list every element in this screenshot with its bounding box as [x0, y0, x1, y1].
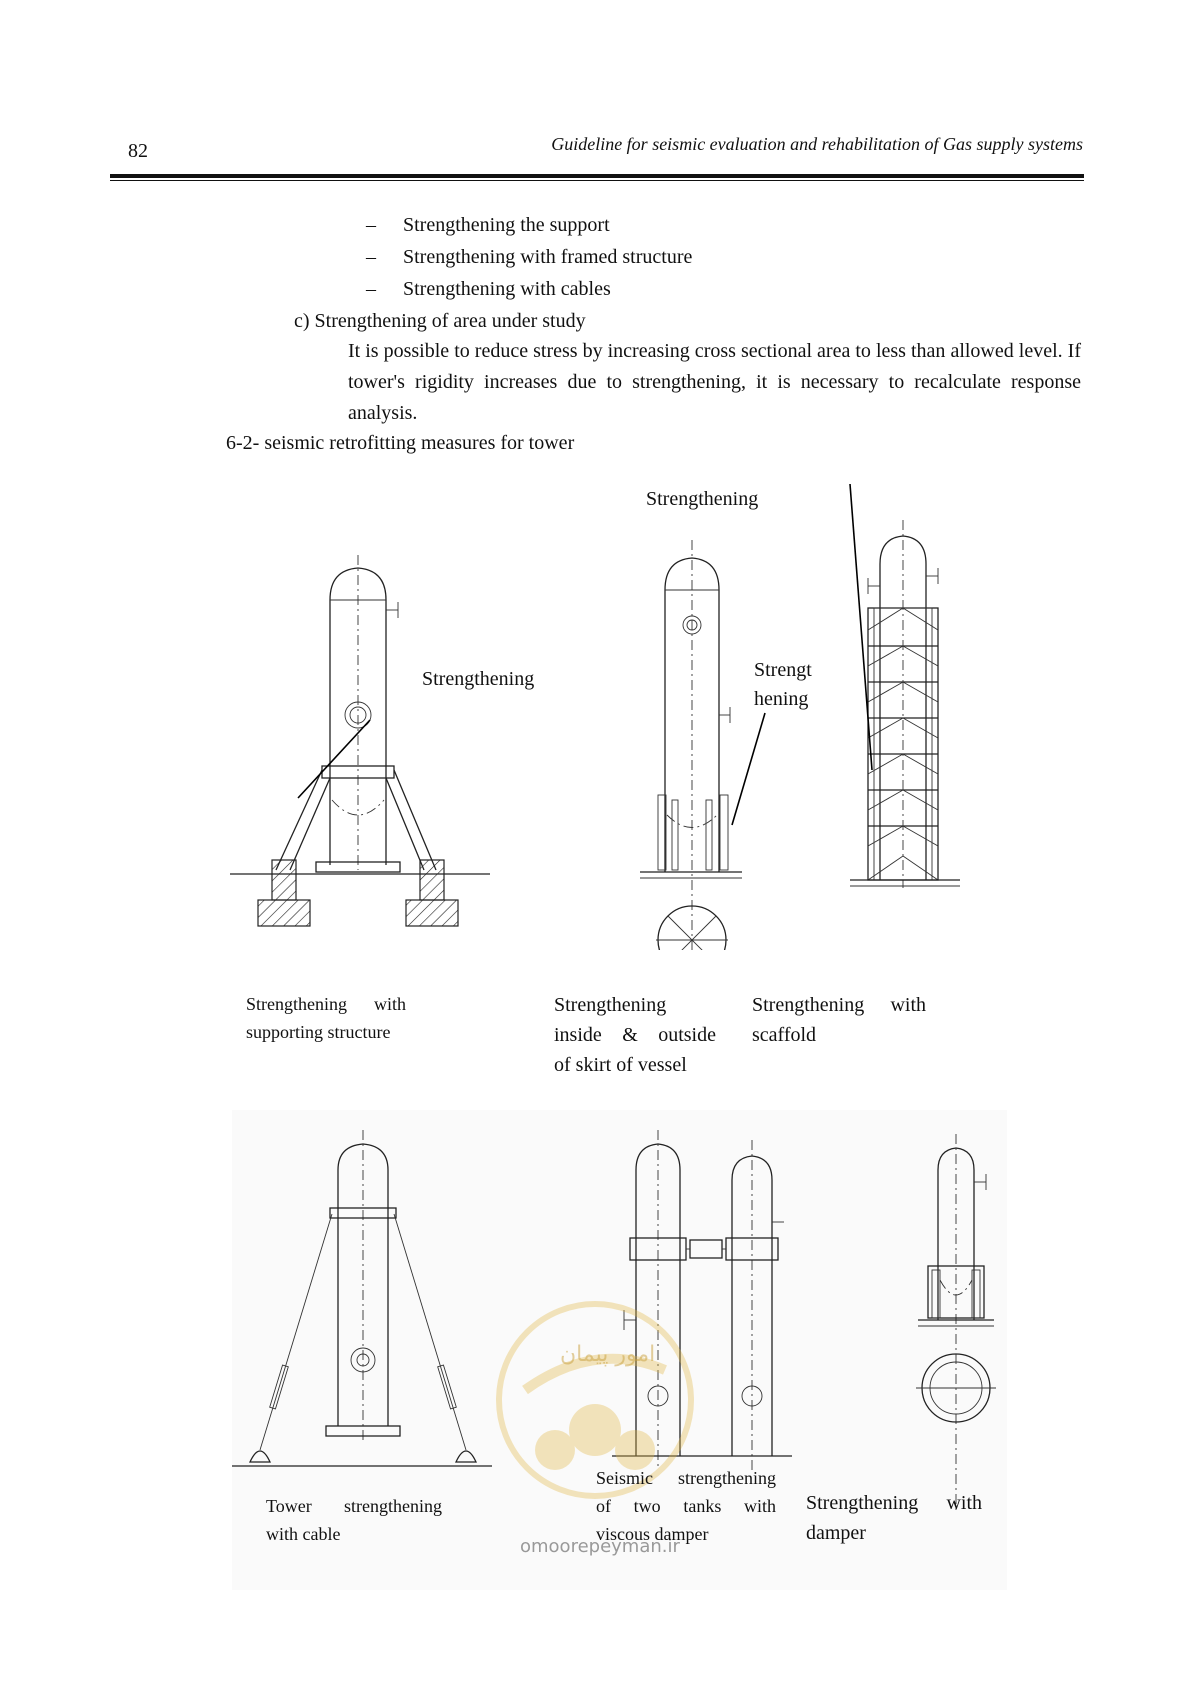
watermark-site: omoorepeyman.ir — [520, 1536, 680, 1557]
caption-line: with cable — [266, 1524, 341, 1544]
caption-line: inside & outside — [554, 1024, 716, 1046]
callout-label: Strengthening — [646, 488, 759, 510]
bullet-text: Strengthening with framed structure — [403, 246, 693, 268]
caption-line: Strengthening with — [246, 994, 406, 1014]
bullet-marker: – — [366, 246, 376, 268]
figure-caption — [246, 1018, 390, 1046]
bullet-marker: – — [366, 214, 376, 236]
bullet-text: Strengthening the support — [403, 214, 610, 236]
running-title: Guideline for seismic evaluation and rehabilitation of Gas supply systems — [551, 134, 1083, 154]
figure-caption — [554, 990, 716, 1080]
figure-caption — [806, 1488, 982, 1548]
bullet-marker: – — [366, 278, 376, 300]
caption-line: of two tanks with — [596, 1496, 776, 1516]
callout-label: Strengthening — [422, 668, 535, 690]
scaffold-strengthening-drawing — [850, 484, 960, 888]
tower-supporting-structure-drawing — [230, 555, 490, 926]
figure-caption — [752, 990, 926, 1050]
caption-line: Strengthening with — [806, 1492, 982, 1514]
caption-line: Strengthening with — [752, 994, 926, 1016]
watermark-logo-text: امور پیمان — [560, 1342, 656, 1367]
caption-line: supporting structure — [246, 1022, 391, 1042]
callout-label — [754, 656, 812, 714]
top-figure-drawing — [220, 480, 1000, 950]
figure-caption — [596, 1464, 776, 1548]
section-heading: 6-2- seismic retrofitting measures for tower — [226, 432, 575, 454]
caption-line: Strengthening — [554, 994, 667, 1016]
page-number: 82 — [128, 140, 148, 162]
subsection-heading: c) Strengthening of area under study — [294, 310, 586, 332]
caption-line: of skirt of vessel — [554, 1054, 687, 1076]
bullet-item — [366, 278, 611, 301]
caption-line: Tower strengthening — [266, 1496, 442, 1516]
caption-line: damper — [806, 1522, 866, 1544]
body-paragraph: It is possible to reduce stress by increasing cross sectional area to less than allowed level. If tower's rigidity increases due to strengthening, it is necessary to recalculate response analysis. — [348, 340, 1081, 424]
bullet-item — [366, 214, 610, 237]
caption-line: Seismic strengthening — [596, 1468, 776, 1488]
callout-label-line: hening — [754, 688, 809, 710]
header-rule-thin — [110, 180, 1084, 181]
figure-caption — [266, 1492, 442, 1548]
caption-line: scaffold — [752, 1024, 817, 1046]
bullet-item — [366, 246, 692, 269]
skirt-strengthening-drawing — [640, 540, 765, 950]
caption-line: viscous damper — [596, 1524, 709, 1544]
header-rule-thick — [110, 174, 1084, 178]
bullet-text: Strengthening with cables — [403, 278, 611, 300]
callout-label-line: Strengt — [754, 659, 812, 681]
figure-caption — [246, 990, 406, 1018]
